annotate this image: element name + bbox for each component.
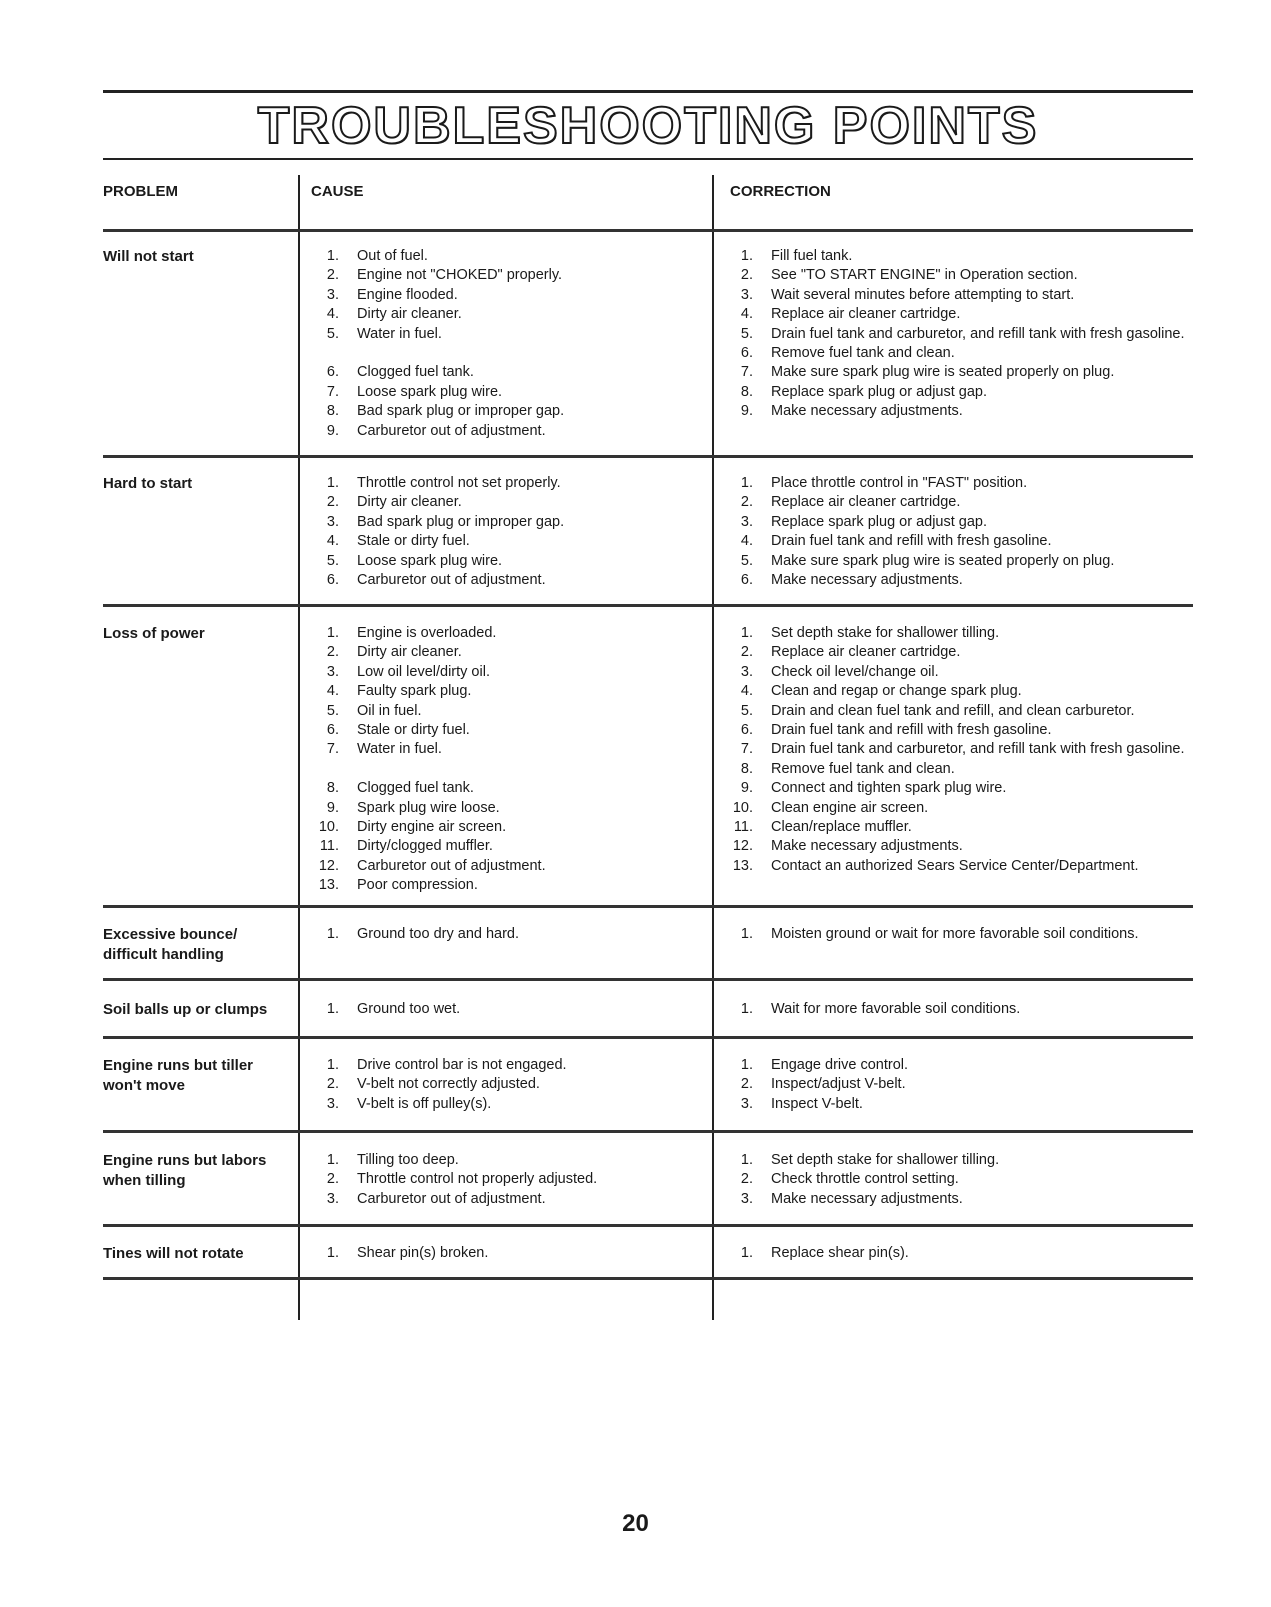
- cause-text: Carburetor out of adjustment.: [357, 572, 546, 589]
- correction-text: Fill fuel tank.: [771, 248, 853, 264]
- cause-item: [311, 532, 701, 551]
- item-number: 4.: [740, 533, 753, 550]
- correction-item: [725, 779, 1195, 798]
- cause-text: V-belt not correctly adjusted.: [357, 1076, 540, 1093]
- cause-item: [311, 1170, 701, 1189]
- item-number: 3.: [326, 1190, 339, 1207]
- item-number: 4.: [326, 306, 339, 323]
- cause-item: [311, 876, 701, 895]
- item-number: 6.: [740, 572, 753, 589]
- item-number: 9.: [740, 403, 753, 420]
- item-number: 10.: [732, 799, 753, 816]
- correction-text: Drain fuel tank and refill with fresh gasoline.: [771, 533, 1052, 550]
- correction-item: [725, 1075, 1195, 1094]
- cause-item: [311, 402, 701, 421]
- item-number: 4.: [740, 683, 753, 700]
- item-number: 6.: [740, 722, 753, 739]
- cause-item: [311, 325, 701, 344]
- correction-text: Drain fuel tank and carburetor, and refill tank with fresh gasoline.: [771, 741, 1185, 758]
- correction-text: Drain and clean fuel tank and refill, and clean carburetor.: [771, 702, 1135, 719]
- correction-item: [725, 266, 1195, 285]
- item-number: 1.: [740, 1001, 753, 1017]
- item-number: 6.: [326, 722, 339, 739]
- item-number: 2.: [740, 644, 753, 661]
- item-number: 12.: [318, 857, 339, 874]
- item-number: 7.: [740, 364, 753, 381]
- item-number: 9.: [740, 780, 753, 797]
- correction-text: Remove fuel tank and clean.: [771, 345, 955, 362]
- correction-item: [725, 363, 1195, 382]
- correction-text: Drain fuel tank and refill with fresh gasoline.: [771, 722, 1052, 739]
- item-number: 5.: [326, 702, 339, 719]
- item-number: 1.: [740, 625, 753, 641]
- item-number: 1.: [740, 475, 753, 491]
- cause-text: Ground too dry and hard.: [357, 926, 520, 942]
- correction-item: [725, 1244, 1195, 1263]
- cause-item: [311, 682, 701, 701]
- cause-text: Engine not "CHOKED" properly.: [357, 267, 563, 284]
- cause-text: Oil in fuel.: [357, 702, 422, 719]
- cause-item: [311, 624, 701, 643]
- correction-header: CORRECTION: [730, 183, 831, 200]
- item-number: 1.: [326, 625, 339, 641]
- item-number: 3.: [326, 663, 339, 680]
- item-number: 4.: [326, 533, 339, 550]
- cause-text: Dirty/clogged muffler.: [357, 838, 493, 855]
- item-number: 3.: [326, 513, 339, 530]
- item-number: 1.: [740, 1245, 753, 1261]
- cause-list: [311, 474, 701, 590]
- correction-text: Make necessary adjustments.: [771, 403, 963, 420]
- correction-item: [725, 383, 1195, 402]
- item-number: 3.: [740, 286, 753, 303]
- correction-item: [725, 818, 1195, 837]
- problem-label: Engine runs but tiller won't move: [103, 1057, 254, 1094]
- cause-item: [311, 643, 701, 662]
- correction-item: [725, 837, 1195, 856]
- correction-item: [725, 286, 1195, 305]
- correction-text: Moisten ground or wait for more favorable soil conditions.: [771, 926, 1139, 942]
- item-number: 3.: [740, 513, 753, 530]
- row-divider: [103, 229, 1193, 232]
- item-number: 9.: [326, 799, 339, 816]
- cause-text: Dirty air cleaner.: [357, 306, 462, 323]
- cause-list: [311, 624, 701, 896]
- item-number: 1.: [326, 475, 339, 491]
- item-number: 1.: [740, 1152, 753, 1168]
- item-number: 2.: [740, 1076, 753, 1093]
- cause-text: Poor compression.: [357, 877, 478, 894]
- item-number: 1.: [326, 1057, 339, 1073]
- cause-list: [311, 925, 701, 944]
- cause-text: Bad spark plug or improper gap.: [357, 403, 565, 420]
- correction-item: [725, 1190, 1195, 1209]
- item-number: 1.: [326, 926, 339, 942]
- correction-item: [725, 532, 1195, 551]
- problem-label: Will not start: [103, 248, 194, 265]
- correction-list: [725, 474, 1195, 590]
- item-number: 1.: [326, 1152, 339, 1168]
- correction-text: Inspect/adjust V-belt.: [771, 1076, 906, 1093]
- cause-item: [311, 857, 701, 876]
- cause-text: Clogged fuel tank.: [357, 364, 474, 381]
- cause-item: [311, 305, 701, 324]
- row-divider: [103, 1130, 1193, 1133]
- cause-text: Stale or dirty fuel.: [357, 533, 470, 550]
- correction-text: Replace air cleaner cartridge.: [771, 644, 961, 661]
- item-number: 5.: [740, 702, 753, 719]
- correction-text: Clean and regap or change spark plug.: [771, 683, 1022, 700]
- correction-text: Wait several minutes before attempting to start.: [771, 286, 1075, 303]
- correction-text: Replace spark plug or adjust gap.: [771, 383, 988, 400]
- cause-list: [311, 1151, 701, 1209]
- page-number: 20: [622, 1510, 649, 1537]
- correction-text: See "TO START ENGINE" in Operation section.: [771, 267, 1078, 284]
- correction-item: [725, 925, 1195, 944]
- item-number: 4.: [326, 683, 339, 700]
- correction-text: Replace spark plug or adjust gap.: [771, 513, 988, 530]
- item-number: 13.: [318, 877, 339, 894]
- correction-list: [725, 1244, 1195, 1263]
- correction-list: [725, 1056, 1195, 1114]
- correction-text: Make necessary adjustments.: [771, 572, 963, 589]
- correction-text: Make sure spark plug wire is seated properly on plug.: [771, 552, 1115, 569]
- item-number: 2.: [326, 267, 339, 284]
- item-number: 8.: [740, 383, 753, 400]
- row-divider: [103, 1224, 1193, 1227]
- cause-text: Ground too wet.: [357, 1001, 461, 1017]
- cause-item: [311, 721, 701, 740]
- correction-text: Drain fuel tank and carburetor, and refill tank with fresh gasoline.: [771, 325, 1185, 342]
- cause-text: Carburetor out of adjustment.: [357, 857, 546, 874]
- correction-text: Set depth stake for shallower tilling.: [771, 625, 1000, 641]
- correction-list: [725, 247, 1195, 422]
- correction-text: Check oil level/change oil.: [771, 663, 939, 680]
- correction-item: [725, 571, 1195, 590]
- cause-text: Carburetor out of adjustment.: [357, 1190, 546, 1207]
- correction-item: [725, 493, 1195, 512]
- cause-item: [311, 702, 701, 721]
- correction-item: [725, 1056, 1195, 1075]
- item-number: 1.: [326, 248, 339, 264]
- cause-item: [311, 1151, 701, 1170]
- correction-item: [725, 1000, 1195, 1019]
- correction-text: Contact an authorized Sears Service Center/Department.: [771, 857, 1139, 874]
- correction-list: [725, 624, 1195, 876]
- item-number: 8.: [326, 780, 339, 797]
- item-number: 10.: [318, 819, 339, 836]
- problem-label: Loss of power: [103, 625, 205, 642]
- cause-item: [311, 837, 701, 856]
- correction-item: [725, 857, 1195, 876]
- correction-list: [725, 1000, 1195, 1019]
- item-number: 2.: [740, 1171, 753, 1188]
- cause-item: [311, 1095, 701, 1114]
- cause-item: [311, 513, 701, 532]
- cause-list: [311, 1056, 701, 1114]
- correction-column-divider: [712, 175, 714, 1320]
- cause-text: Dirty air cleaner.: [357, 644, 462, 661]
- item-number: 5.: [740, 325, 753, 342]
- cause-text: Throttle control not properly adjusted.: [357, 1171, 598, 1188]
- item-number: 2.: [326, 1171, 339, 1188]
- cause-text: Water in fuel.: [357, 741, 442, 758]
- correction-item: [725, 247, 1195, 266]
- item-number: 4.: [740, 306, 753, 323]
- item-number: 8.: [740, 760, 753, 777]
- correction-text: Clean engine air screen.: [771, 799, 929, 816]
- item-number: 3.: [740, 663, 753, 680]
- problem-header: PROBLEM: [103, 183, 178, 200]
- cause-item: [311, 799, 701, 818]
- cause-list: [311, 247, 701, 441]
- cause-item: [311, 1000, 701, 1019]
- cause-item: [311, 818, 701, 837]
- item-number: 3.: [740, 1095, 753, 1112]
- item-number: 3.: [740, 1190, 753, 1207]
- row-divider: [103, 455, 1193, 458]
- item-number: 2.: [326, 494, 339, 511]
- correction-text: Make necessary adjustments.: [771, 1190, 963, 1207]
- item-number: 8.: [326, 403, 339, 420]
- item-number: 6.: [326, 364, 339, 381]
- correction-item: [725, 799, 1195, 818]
- item-number: 2.: [740, 267, 753, 284]
- cause-text: Shear pin(s) broken.: [357, 1245, 489, 1261]
- item-number: 2.: [740, 494, 753, 511]
- cause-list: [311, 1244, 701, 1263]
- cause-text: Loose spark plug wire.: [357, 383, 503, 400]
- item-number: 1.: [740, 248, 753, 264]
- item-number: 12.: [732, 838, 753, 855]
- cause-text: Loose spark plug wire.: [357, 552, 503, 569]
- cause-text: Drive control bar is not engaged.: [357, 1057, 567, 1073]
- correction-text: Check throttle control setting.: [771, 1171, 959, 1188]
- row-divider: [103, 1036, 1193, 1039]
- cause-text: Dirty engine air screen.: [357, 819, 507, 836]
- correction-list: [725, 925, 1195, 944]
- correction-text: Connect and tighten spark plug wire.: [771, 780, 1007, 797]
- item-number: 7.: [326, 741, 339, 758]
- cause-item: [311, 247, 701, 266]
- cause-text: Faulty spark plug.: [357, 683, 472, 700]
- cause-text: Water in fuel.: [357, 325, 442, 342]
- item-number: 5.: [326, 325, 339, 342]
- cause-header: CAUSE: [311, 183, 364, 200]
- cause-item: [311, 571, 701, 590]
- item-number: 1.: [326, 1001, 339, 1017]
- item-number: 1.: [740, 1057, 753, 1073]
- correction-item: [725, 344, 1195, 363]
- correction-item: [725, 325, 1195, 344]
- cause-text: Engine is overloaded.: [357, 625, 497, 641]
- item-number: 7.: [326, 383, 339, 400]
- cause-item: [311, 663, 701, 682]
- correction-text: Engage drive control.: [771, 1057, 909, 1073]
- correction-item: [725, 1095, 1195, 1114]
- cause-item: [311, 925, 701, 944]
- row-divider: [103, 1277, 1193, 1280]
- correction-item: [725, 643, 1195, 662]
- cause-text: Dirty air cleaner.: [357, 494, 462, 511]
- correction-item: [725, 402, 1195, 421]
- item-number: 9.: [326, 422, 339, 439]
- correction-text: Inspect V-belt.: [771, 1095, 863, 1112]
- page-title: TROUBLESHOOTING POINTS: [257, 97, 1039, 155]
- cause-item: [311, 286, 701, 305]
- cause-item: [311, 422, 701, 441]
- cause-text: Engine flooded.: [357, 286, 458, 303]
- correction-item: [725, 721, 1195, 740]
- item-number: 5.: [326, 552, 339, 569]
- correction-item: [725, 702, 1195, 721]
- correction-item: [725, 513, 1195, 532]
- cause-item: [311, 1190, 701, 1209]
- cause-item: [311, 1244, 701, 1263]
- correction-item: [725, 1170, 1195, 1189]
- title-rule: [103, 158, 1193, 160]
- problem-label: Tines will not rotate: [103, 1245, 244, 1262]
- correction-text: Make necessary adjustments.: [771, 838, 963, 855]
- cause-item: [311, 740, 701, 759]
- cause-item: [311, 493, 701, 512]
- item-number: 7.: [740, 741, 753, 758]
- cause-text: Bad spark plug or improper gap.: [357, 513, 565, 530]
- correction-text: Replace air cleaner cartridge.: [771, 494, 961, 511]
- cause-item: [311, 383, 701, 402]
- correction-text: Replace air cleaner cartridge.: [771, 306, 961, 323]
- item-number: 2.: [326, 644, 339, 661]
- item-number: 5.: [740, 552, 753, 569]
- cause-text: Throttle control not set properly.: [357, 475, 561, 491]
- correction-item: [725, 760, 1195, 779]
- cause-column-divider: [298, 175, 300, 1320]
- correction-item: [725, 740, 1195, 759]
- correction-text: Replace shear pin(s).: [771, 1245, 909, 1261]
- correction-item: [725, 552, 1195, 571]
- cause-text: Spark plug wire loose.: [357, 799, 500, 816]
- item-number: 6.: [740, 345, 753, 362]
- top-rule: [103, 90, 1193, 93]
- correction-text: Wait for more favorable soil conditions.: [771, 1001, 1021, 1017]
- correction-item: [725, 624, 1195, 643]
- item-number: 6.: [326, 572, 339, 589]
- cause-item: [311, 779, 701, 798]
- correction-list: [725, 1151, 1195, 1209]
- cause-text: V-belt is off pulley(s).: [357, 1095, 492, 1112]
- problem-label: Excessive bounce/ difficult handling: [103, 926, 238, 963]
- item-number: 1.: [740, 926, 753, 942]
- correction-text: Set depth stake for shallower tilling.: [771, 1152, 1000, 1168]
- item-number: 3.: [326, 286, 339, 303]
- row-divider: [103, 604, 1193, 607]
- cause-item: [311, 363, 701, 382]
- item-number: 11.: [733, 819, 753, 836]
- cause-text: Stale or dirty fuel.: [357, 722, 470, 739]
- cause-item: [311, 1075, 701, 1094]
- correction-item: [725, 474, 1195, 493]
- cause-item: [311, 474, 701, 493]
- cause-list: [311, 1000, 701, 1019]
- row-divider: [103, 978, 1193, 981]
- problem-label: Hard to start: [103, 475, 193, 492]
- cause-text: Carburetor out of adjustment.: [357, 422, 546, 439]
- cause-item: [311, 266, 701, 285]
- correction-item: [725, 682, 1195, 701]
- item-number: 2.: [326, 1076, 339, 1093]
- cause-item: [311, 1056, 701, 1075]
- problem-label: Engine runs but labors when tilling: [103, 1152, 267, 1189]
- correction-item: [725, 1151, 1195, 1170]
- correction-text: Place throttle control in "FAST" position.: [771, 475, 1028, 491]
- item-number: 3.: [326, 1095, 339, 1112]
- cause-text: Low oil level/dirty oil.: [357, 663, 490, 680]
- correction-text: Make sure spark plug wire is seated properly on plug.: [771, 364, 1115, 381]
- item-number: 11.: [319, 838, 339, 855]
- item-number: 1.: [326, 1245, 339, 1261]
- problem-label: Soil balls up or clumps: [103, 1001, 268, 1018]
- cause-item: [311, 552, 701, 571]
- cause-text: Clogged fuel tank.: [357, 780, 474, 797]
- cause-text: Out of fuel.: [357, 248, 428, 264]
- item-number: 13.: [732, 857, 753, 874]
- correction-item: [725, 663, 1195, 682]
- correction-item: [725, 305, 1195, 324]
- row-divider: [103, 905, 1193, 908]
- cause-text: Tilling too deep.: [357, 1152, 459, 1168]
- correction-text: Remove fuel tank and clean.: [771, 760, 955, 777]
- correction-text: Clean/replace muffler.: [771, 819, 912, 836]
